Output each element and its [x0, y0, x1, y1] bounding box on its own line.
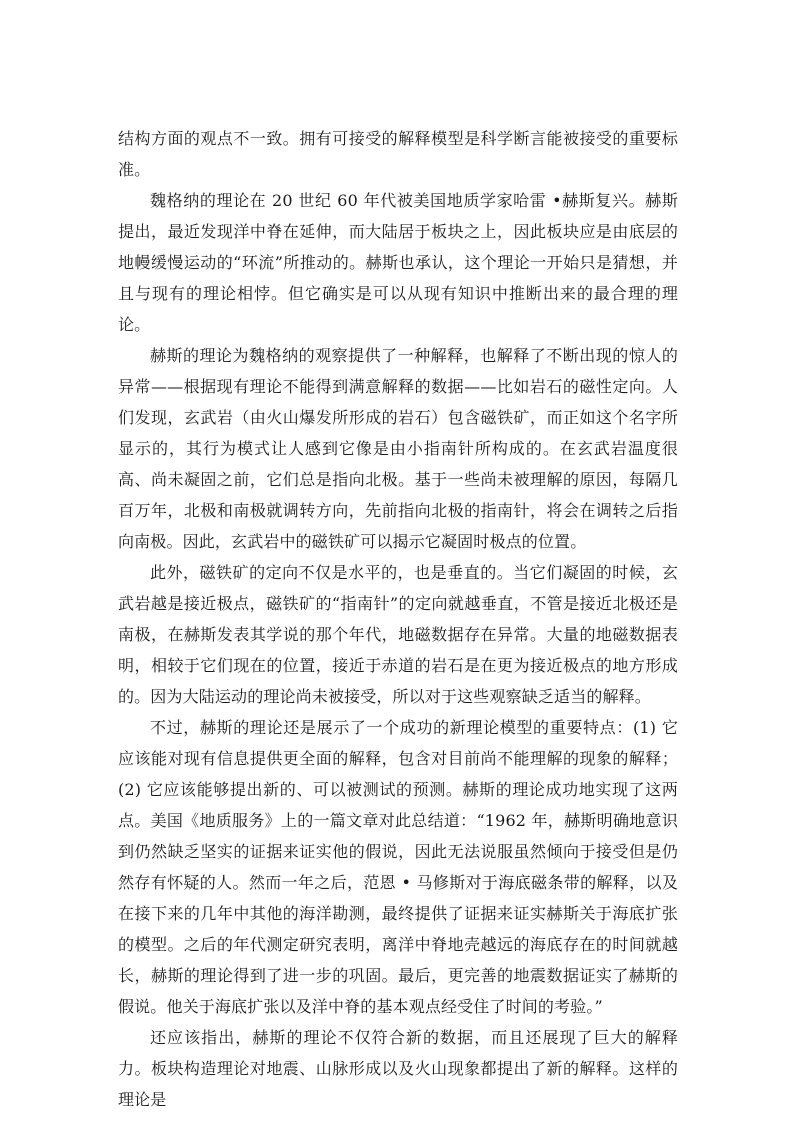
body-text [118, 123, 678, 1115]
paragraph-4: 此外，磁铁矿的定向不仅是水平的，也是垂直的。当它们凝固的时候，玄武岩越是接近极点，磁铁矿的“指南针”的定向就越垂直，不管是接近北极还是南极，在赫斯发表其学说的那个年代，地磁数据存在异常。大量的地磁数据表明，相较于它们现在的位置，接近于赤道的岩石是在更为接近极点的地方形成的。因为大陆运动的理论尚未被接受，所以对于这些观察缺乏适当的解释。 [118, 563, 678, 706]
paragraph-1: 结构方面的观点不一致。拥有可接受的解释模型是科学断言能被接受的重要标准。 [118, 129, 678, 179]
paragraph-5: 不过，赫斯的理论还是展示了一个成功的新理论模型的重要特点：(1) 它应该能对现有信息提供更全面的解释，包含对目前尚不能理解的现象的解释；(2) 它应该能够提出新的、可以被测试的预测。赫斯的理论成功地实现了这两点。美国《地质服务》上的一篇文章对此总结道：“1962 年，赫斯明确地意识到仍然缺乏坚实的证据来证实他的假说，因此无法说服虽然倾向于接受但是仍然存有怀疑的人。然而一年之后，范恩 • 马修斯对于海底磁条带的解释，以及在接下来的几年中其他的海洋勘测，最终提供了证据来证实赫斯关于海底扩张的模型。之后的年代测定研究表明，离洋中脊地壳越远的海底存在的时间就越长，赫斯的理论得到了进一步的巩固。最后，更完善的地震数据证实了赫斯的假说。他关于海底扩张以及洋中脊的基本观点经受住了时间的考验。” [118, 718, 678, 1016]
paragraph-6: 还应该指出，赫斯的理论不仅符合新的数据，而且还展现了巨大的解释力。板块构造理论对地震、山脉形成以及火山现象都提出了新的解释。这样的理论是 [118, 1028, 678, 1109]
paragraph-2: 魏格纳的理论在 20 世纪 60 年代被美国地质学家哈雷 •赫斯复兴。赫斯提出，最近发现洋中脊在延伸，而大陆居于板块之上，因此板块应是由底层的地幔缓慢运动的“环流”所推动的。赫斯也承认，这个理论一开始只是猜想，并且与现有的理论相悖。但它确实是可以从现有知识中推断出来的最合理的理论。 [118, 191, 678, 334]
paragraph-3: 赫斯的理论为魏格纳的观察提供了一种解释，也解释了不断出现的惊人的异常——根据现有理论不能得到满意解释的数据——比如岩石的磁性定向。人们发现，玄武岩（由火山爆发所形成的岩石）包含磁铁矿，而正如这个名字所显示的，其行为模式让人感到它像是由小指南针所构成的。在玄武岩温度很高、尚未凝固之前，它们总是指向北极。基于一些尚未被理解的原因，每隔几百万年，北极和南极就调转方向，先前指向北极的指南针，将会在调转之后指向南极。因此，玄武岩中的磁铁矿可以揭示它凝固时极点的位置。 [118, 346, 678, 551]
